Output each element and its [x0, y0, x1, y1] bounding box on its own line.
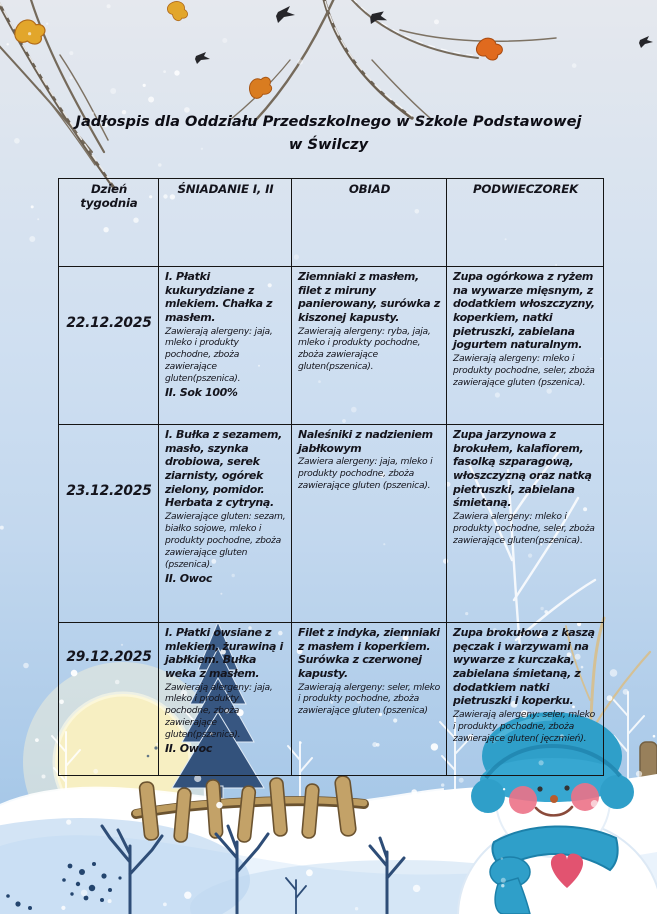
meal-item: Zupa ogórkowa z ryżem na wywarze mięsnym, z dodatkiem włoszczyzny, koperkiem, natki pietruszki, zabielana jogurtem naturalnym.: [453, 270, 595, 352]
meal-item: Zupa jarzynowa z brokułem, kalafiorem, fasolką szparagową, włoszczyzną oraz natką pietruszki, zabielana śmietaną.: [453, 428, 592, 510]
allergen-note: Zawierają alergeny: seler, mleko i produkty pochodne, zboża zawierające gluten( jęczmień).: [453, 708, 596, 744]
meal-item: I. Bułka z sezamem, masło, szynka drobiowa, serek ziarnisty, ogórek zielony, pomidor. Herbata z cytryną.: [165, 428, 282, 510]
menu-table: [58, 178, 604, 776]
table-row: [59, 623, 604, 776]
allergen-note: Zawierające gluten: sezam, białko sojowe, mleko i produkty pochodne, zboża zawierające gluten (pszenica).: [165, 510, 286, 570]
allergen-note: Zawiera alergeny: mleko i produkty pochodne, seler, zboża zawierające gluten(pszenica).: [453, 510, 595, 546]
snack-cell: [447, 425, 604, 623]
meal-item: Zupa brokułowa z kaszą pęczak i warzywami na wywarze z kurczaka, zabielana śmietaną, z dodatkiem natki pietruszki i koperku.: [453, 626, 595, 708]
title-line-1: Jadłospis dla Oddziału Przedszkolnego w Szkole Podstawowej: [75, 113, 582, 130]
meal-item: II. Owoc: [165, 742, 212, 756]
date-cell: 23.12.2025: [59, 425, 159, 623]
meal-item: I. Płatki kukurydziane z mlekiem. Chałka z masłem.: [165, 270, 273, 324]
date-cell: 22.12.2025: [59, 267, 159, 425]
branch-decoration: [0, 0, 556, 188]
table-row: [59, 267, 604, 425]
allergen-note: Zawierają alergeny: jaja, mleko i produkty pochodne, zboża zawierające gluten(pszenica).: [165, 681, 273, 741]
header-breakfast: ŚNIADANIE I, II: [159, 179, 292, 267]
title-line-2: w Świlczy: [288, 136, 369, 154]
header-snack: PODWIECZOREK: [447, 179, 604, 267]
meal-item: I. Płatki owsiane z mlekiem, żurawiną i jabłkiem. Bułka weka z masłem.: [165, 626, 283, 680]
table-row: [59, 425, 604, 623]
header-row: [59, 179, 604, 267]
allergen-note: Zawierają alergeny: ryba, jaja, mleko i produkty pochodne, zboża zawierające gluten(pszenica).: [298, 325, 431, 373]
meal-item: Naleśniki z nadzieniem jabłkowym: [298, 428, 433, 455]
meal-item: Ziemniaki z masłem, filet z miruny panierowany, surówka z kiszonej kapusty.: [298, 270, 440, 324]
breakfast-cell: [159, 623, 292, 776]
allergen-note: Zawierają alergeny: seler, mleko i produkty pochodne, zboża zawierające gluten (pszenica): [298, 681, 441, 717]
header-lunch: OBIAD: [292, 179, 447, 267]
meal-item: II. Owoc: [165, 571, 212, 585]
meal-item: II. Sok 100%: [165, 386, 238, 400]
page-title: [0, 110, 657, 157]
date-cell: 29.12.2025: [59, 623, 159, 776]
breakfast-cell: [159, 267, 292, 425]
breakfast-cell: [159, 425, 292, 623]
header-day: Dzień tygodnia: [59, 179, 159, 267]
allergen-note: Zawierają alergeny: mleko i produkty pochodne, seler, zboża zawierające gluten (pszenica).: [453, 352, 595, 388]
lunch-cell: [292, 425, 447, 623]
snack-cell: [447, 267, 604, 425]
lunch-cell: [292, 267, 447, 425]
autumn-leaf-icon: [13, 0, 505, 100]
lunch-cell: [292, 623, 447, 776]
allergen-note: Zawiera alergeny: jaja, mleko i produkty pochodne, zboża zawierające gluten (pszenica).: [298, 456, 433, 492]
allergen-note: Zawierają alergeny: jaja, mleko i produkty pochodne, zboża zawierające gluten(pszenica).: [165, 325, 273, 385]
meal-item: Filet z indyka, ziemniaki z masłem i koperkiem. Surówka z czerwonej kapusty.: [298, 626, 440, 680]
snack-cell: [447, 623, 604, 776]
